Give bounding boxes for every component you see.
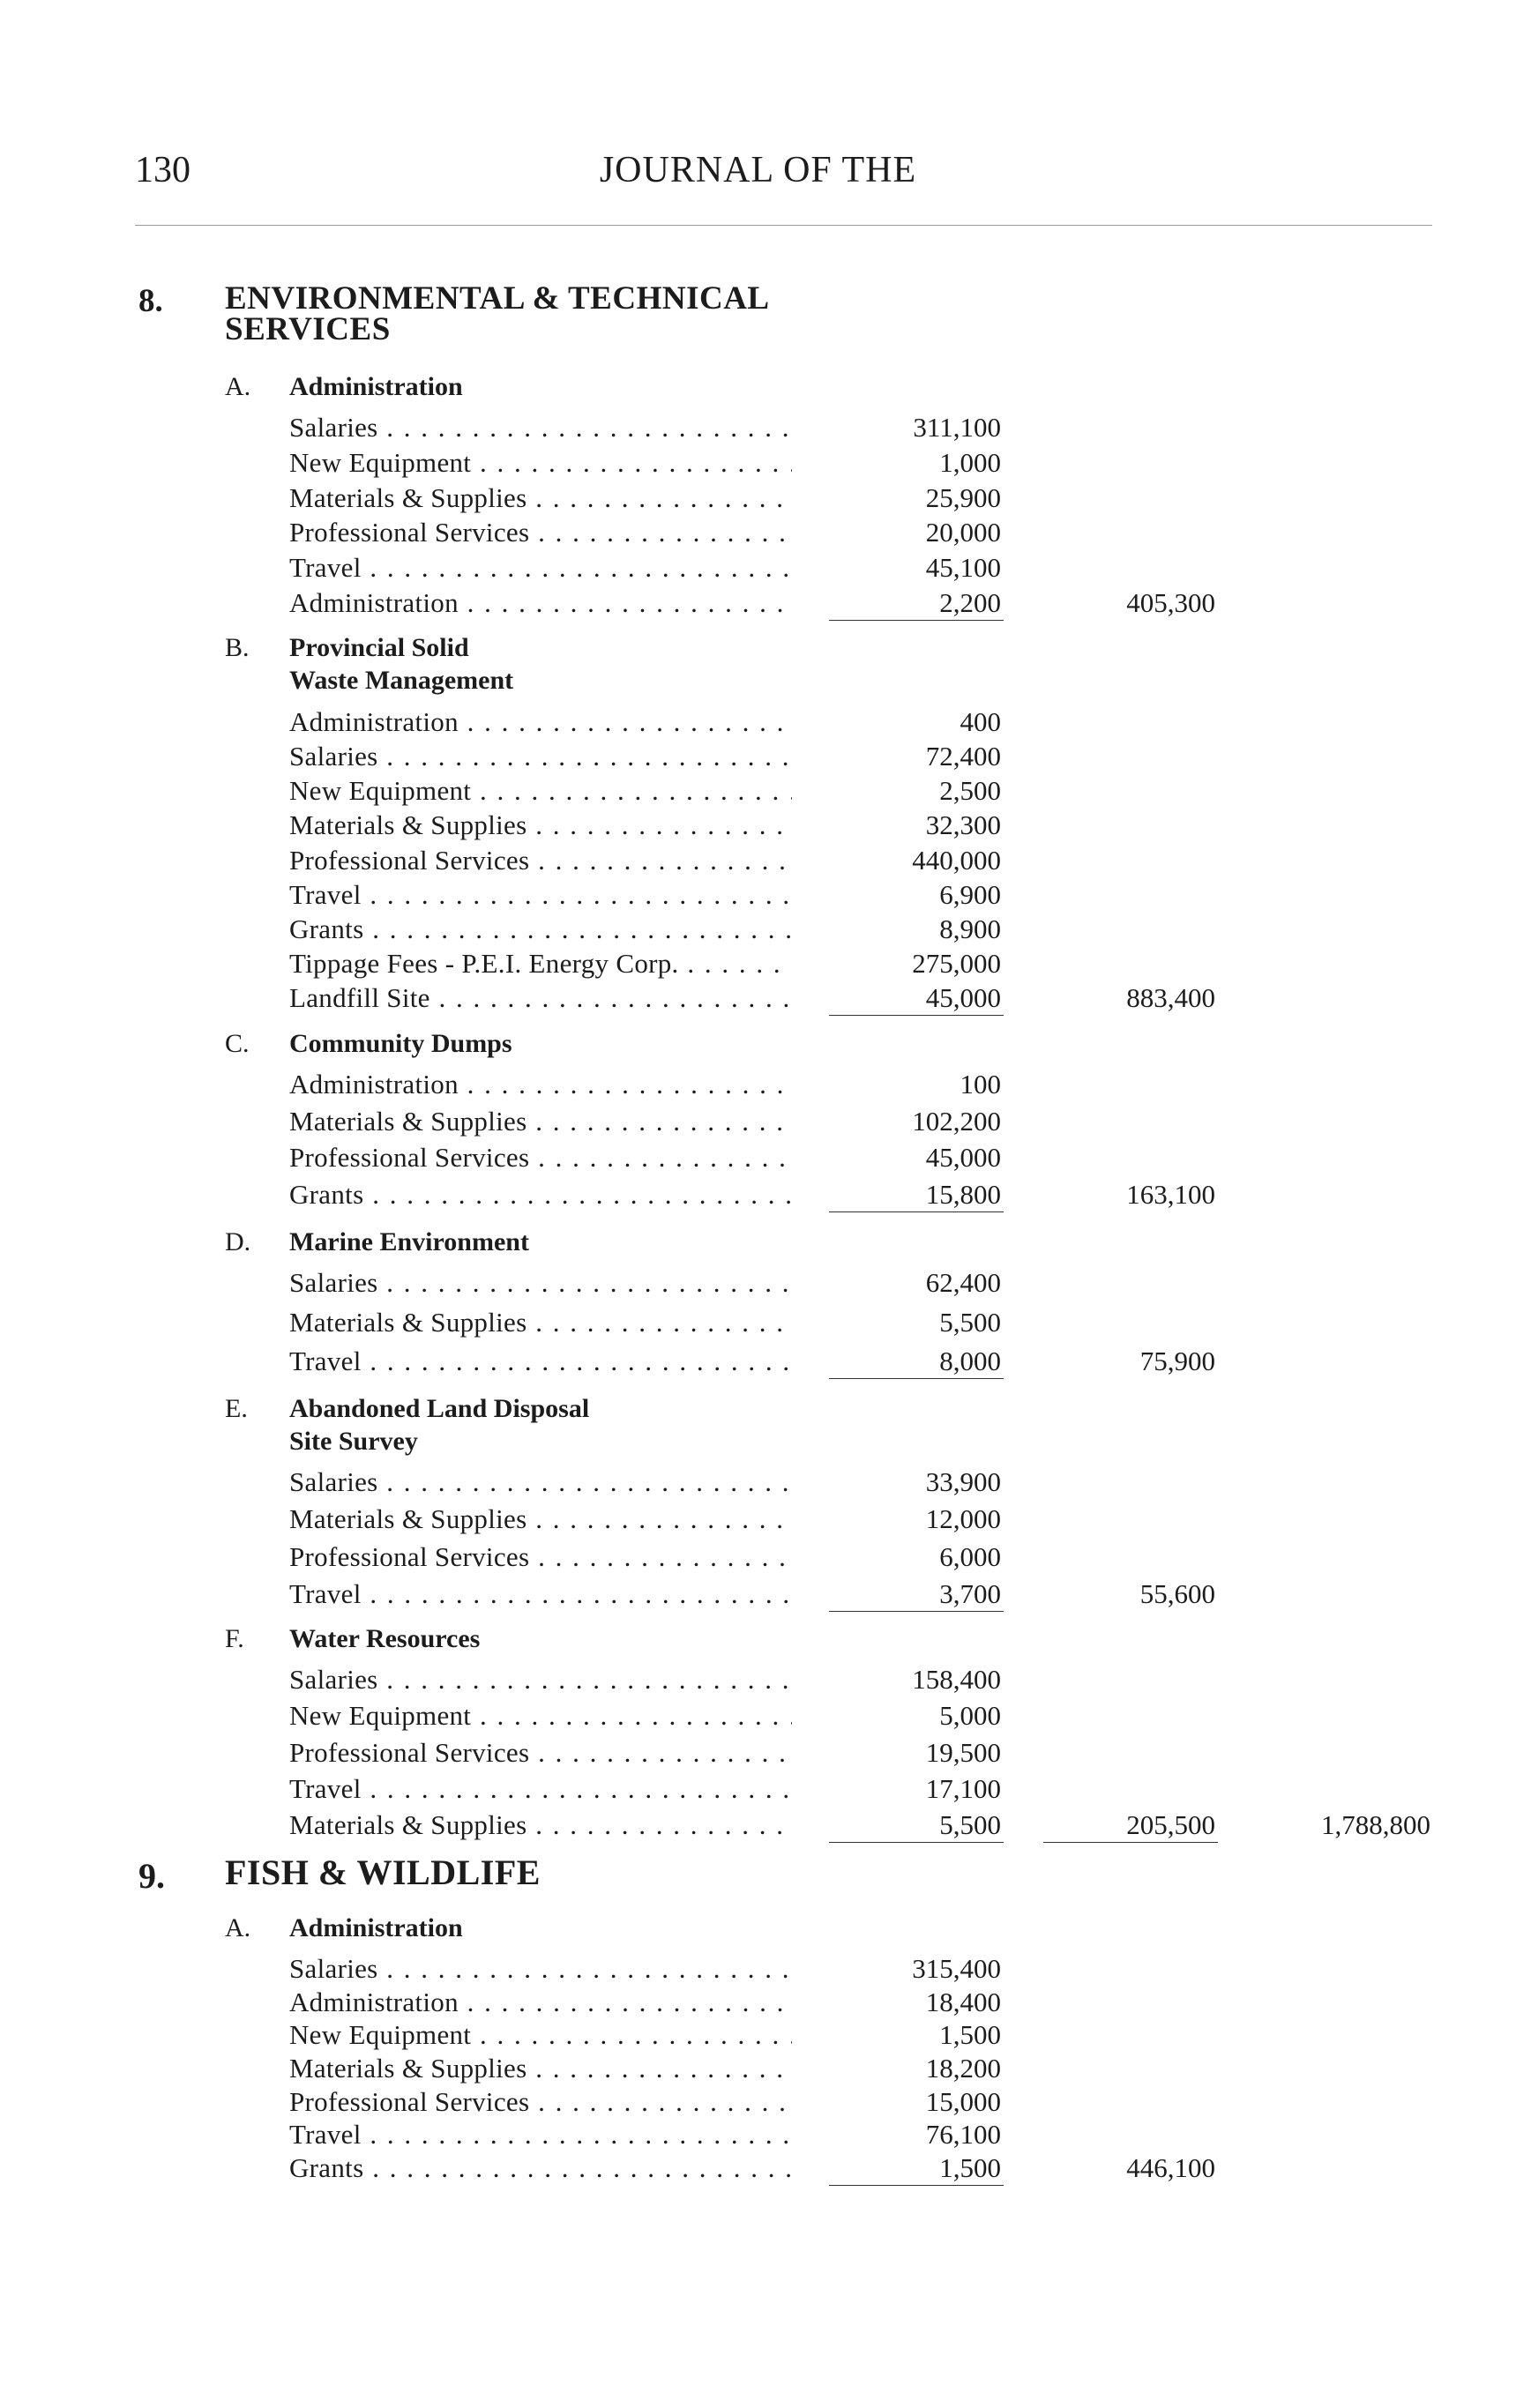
line-item-amount: 15,000 <box>925 2085 1001 2117</box>
line-item-label: Landfill Site . . . <box>289 982 792 1014</box>
line-item-label: Administration . . . <box>289 587 792 619</box>
line-item-amount: 33,900 <box>925 1466 1001 1497</box>
line-item-label: Grants . . . <box>289 1179 792 1211</box>
subsection-total: 446,100 <box>1126 2152 1215 2183</box>
line-item-amount: 400 <box>960 706 1001 737</box>
line-item-amount: 315,400 <box>912 1953 1001 1984</box>
line-item-label: New Equipment . . . <box>289 1700 792 1732</box>
subsection-title: Community Dumps <box>289 1029 512 1058</box>
line-item-label: Travel . . . <box>289 1346 792 1377</box>
line-item-amount: 45,100 <box>925 552 1001 584</box>
amount-underline <box>829 2185 1004 2186</box>
line-item-amount: 2,500 <box>939 775 1001 807</box>
amount-underline <box>829 1015 1004 1016</box>
subsection-letter: B. <box>225 633 250 662</box>
subsection-letter: A. <box>225 372 251 401</box>
line-item-label: Professional Services . . . <box>289 1541 792 1573</box>
line-item-label: Professional Services . . . <box>289 2086 792 2118</box>
section-title: ENVIRONMENTAL & TECHNICAL <box>225 280 770 317</box>
line-item-amount: 72,400 <box>925 741 1001 772</box>
line-item-amount: 62,400 <box>925 1267 1001 1298</box>
amount-underline <box>829 1611 1004 1612</box>
line-item-label: Travel . . . <box>289 1578 792 1610</box>
amount-underline <box>829 1842 1004 1843</box>
line-item-amount: 1,500 <box>939 2152 1001 2183</box>
line-item-label: New Equipment . . . <box>289 775 792 807</box>
line-item-amount: 76,100 <box>925 2119 1001 2151</box>
subsection-letter: A. <box>225 1913 251 1942</box>
line-item-amount: 5,000 <box>939 1700 1001 1732</box>
line-item-amount: 3,700 <box>939 1578 1001 1609</box>
line-item-amount: 2,200 <box>939 587 1001 618</box>
subsection-title: Marine Environment <box>289 1227 529 1256</box>
line-item-amount: 6,900 <box>939 878 1001 910</box>
line-item-label: Materials & Supplies . . . <box>289 482 792 514</box>
line-item-amount: 1,000 <box>939 446 1001 478</box>
amount-underline <box>829 620 1004 621</box>
section-grand-total: 1,788,800 <box>1321 1809 1430 1840</box>
section-number: 8. <box>138 283 163 319</box>
header-rule <box>135 225 1432 226</box>
line-item-label: Materials & Supplies . . . <box>289 2053 792 2084</box>
line-item-amount: 18,200 <box>925 2053 1001 2084</box>
line-item-amount: 45,000 <box>925 1142 1001 1174</box>
line-item-amount: 275,000 <box>912 947 1001 979</box>
line-item-label: New Equipment . . . <box>289 447 792 479</box>
line-item-label: Administration . . . <box>289 706 792 738</box>
line-item-amount: 6,000 <box>939 1540 1001 1572</box>
subsection-letter: D. <box>225 1227 251 1256</box>
amount-underline <box>829 1211 1004 1212</box>
line-item-amount: 15,800 <box>925 1179 1001 1210</box>
line-item-label: Administration . . . <box>289 1069 792 1100</box>
amount-underline <box>829 1378 1004 1379</box>
section-title: FISH & WILDLIFE <box>225 1853 541 1892</box>
subsection-total: 75,900 <box>1139 1346 1215 1376</box>
subsection-title-line2: Site Survey <box>289 1427 418 1456</box>
subsection-title: Administration <box>289 1913 463 1942</box>
line-item-amount: 8,900 <box>939 913 1001 944</box>
subsection-letter: F. <box>225 1624 244 1653</box>
subsection-total: 205,500 <box>1126 1809 1215 1840</box>
line-item-label: Professional Services . . . <box>289 1142 792 1174</box>
line-item-label: Professional Services . . . <box>289 517 792 548</box>
line-item-amount: 25,900 <box>925 481 1001 513</box>
subsection-title: Water Resources <box>289 1624 481 1653</box>
line-item-amount: 45,000 <box>925 982 1001 1013</box>
line-item-label: Salaries . . . <box>289 741 792 772</box>
line-item-label: Tippage Fees - P.E.I. Energy Corp. . . . <box>289 948 792 980</box>
line-item-label: Grants . . . <box>289 913 792 945</box>
line-item-amount: 440,000 <box>912 844 1001 876</box>
line-item-label: Salaries . . . <box>289 1267 792 1299</box>
subsection-total: 405,300 <box>1126 587 1215 618</box>
line-item-label: New Equipment . . . <box>289 2019 792 2051</box>
section-title-line2: SERVICES <box>225 311 391 347</box>
subsection-title: Provincial Solid <box>289 633 469 662</box>
line-item-amount: 18,400 <box>925 1986 1001 2017</box>
subsection-title-line2: Waste Management <box>289 666 514 695</box>
line-item-amount: 102,200 <box>912 1105 1001 1137</box>
line-item-label: Administration . . . <box>289 1987 792 2018</box>
line-item-amount: 19,500 <box>925 1736 1001 1768</box>
line-item-label: Professional Services . . . <box>289 1737 792 1769</box>
line-item-label: Materials & Supplies . . . <box>289 1809 792 1841</box>
subsection-letter: E. <box>225 1394 248 1423</box>
line-item-label: Grants . . . <box>289 2152 792 2184</box>
subsection-title: Administration <box>289 372 463 401</box>
line-item-label: Travel . . . <box>289 552 792 584</box>
line-item-label: Professional Services . . . <box>289 845 792 876</box>
total-underline <box>1043 1842 1218 1843</box>
line-item-amount: 311,100 <box>913 412 1001 443</box>
page-number: 130 <box>135 150 190 190</box>
section-number: 9. <box>138 1856 165 1896</box>
line-item-label: Salaries . . . <box>289 1953 792 1985</box>
line-item-amount: 5,500 <box>939 1306 1001 1338</box>
line-item-amount: 32,300 <box>925 809 1001 841</box>
line-item-label: Travel . . . <box>289 879 792 911</box>
line-item-label: Materials & Supplies . . . <box>289 1503 792 1535</box>
line-item-amount: 158,400 <box>912 1664 1001 1695</box>
line-item-label: Materials & Supplies . . . <box>289 809 792 841</box>
line-item-label: Materials & Supplies . . . <box>289 1307 792 1338</box>
line-item-amount: 100 <box>960 1069 1001 1100</box>
subsection-total: 883,400 <box>1126 982 1215 1013</box>
line-item-amount: 1,500 <box>939 2019 1001 2051</box>
line-item-label: Salaries . . . <box>289 412 792 444</box>
subsection-total: 55,600 <box>1139 1578 1215 1609</box>
line-item-label: Salaries . . . <box>289 1466 792 1498</box>
line-item-label: Travel . . . <box>289 1773 792 1805</box>
subsection-total: 163,100 <box>1126 1179 1215 1210</box>
line-item-label: Salaries . . . <box>289 1664 792 1696</box>
line-item-amount: 8,000 <box>939 1346 1001 1376</box>
running-title: JOURNAL OF THE <box>599 150 917 190</box>
subsection-title: Abandoned Land Disposal <box>289 1394 590 1423</box>
line-item-label: Materials & Supplies . . . <box>289 1106 792 1137</box>
subsection-letter: C. <box>225 1029 250 1058</box>
line-item-amount: 20,000 <box>925 517 1001 548</box>
line-item-amount: 12,000 <box>925 1503 1001 1535</box>
line-item-label: Travel . . . <box>289 2119 792 2151</box>
line-item-amount: 5,500 <box>939 1809 1001 1840</box>
line-item-amount: 17,100 <box>925 1772 1001 1804</box>
